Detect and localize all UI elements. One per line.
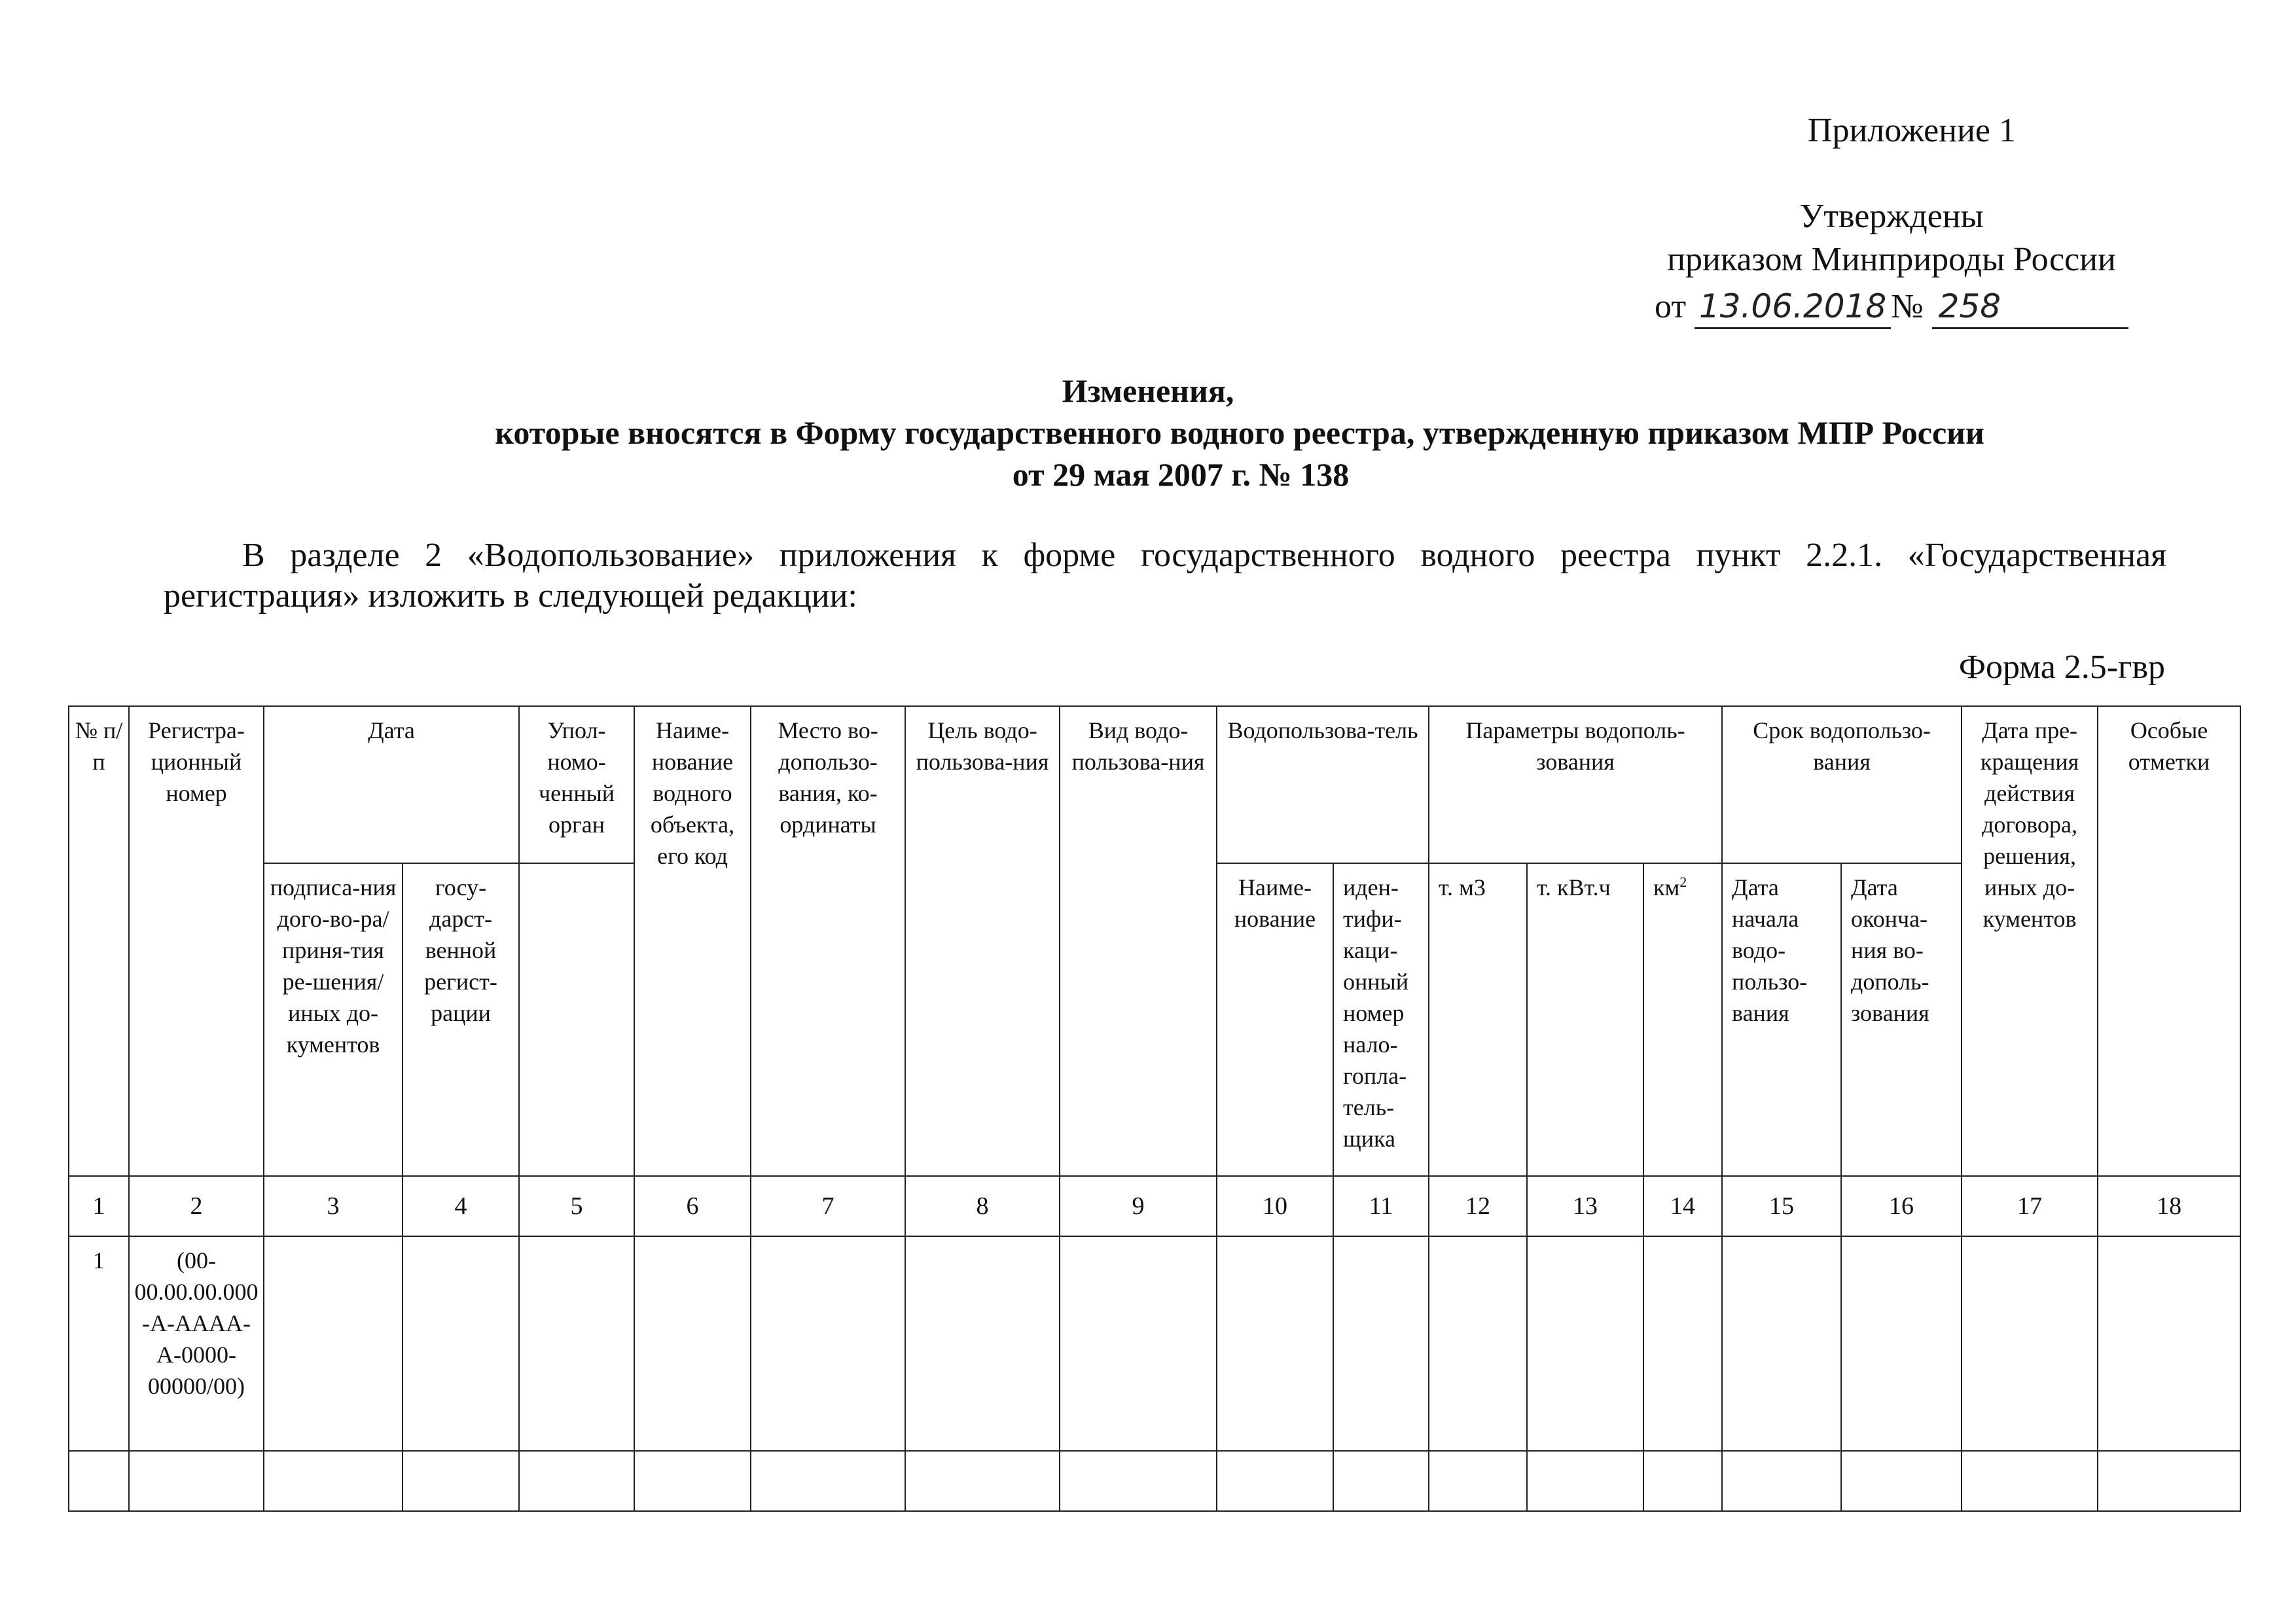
header-type: Вид водо-пользова-ния: [1060, 706, 1217, 1176]
header-term: Срок водопользо-вания: [1722, 706, 1962, 863]
table-cell: [1060, 1236, 1217, 1451]
table-cell: [519, 1236, 634, 1451]
approved-by: приказом Минприроды России: [1667, 241, 2116, 278]
column-number: 12: [1429, 1176, 1527, 1236]
table-cell: [1841, 1236, 1962, 1451]
table-cell: [1962, 1236, 2098, 1451]
table-cell: [751, 1451, 905, 1511]
column-number: 1: [69, 1176, 129, 1236]
registry-table: [68, 705, 2241, 1512]
table-cell: [2098, 1451, 2240, 1511]
column-number: 14: [1643, 1176, 1722, 1236]
table-cell: [2098, 1236, 2240, 1451]
column-number: 2: [129, 1176, 264, 1236]
table-cell: [403, 1451, 519, 1511]
title-line-3: от 29 мая 2007 г. № 138: [1012, 456, 1350, 493]
column-number: 3: [264, 1176, 403, 1236]
approval-block: [1630, 195, 2153, 281]
header-purpose: Цель водо-пользова-ния: [905, 706, 1060, 1176]
table-cell: [1643, 1451, 1722, 1511]
header-authorized-body-blank: [519, 863, 634, 1176]
title-line-1: Изменения,: [1062, 372, 1234, 409]
header-num: № п/п: [69, 706, 129, 1176]
column-number: 13: [1527, 1176, 1643, 1236]
table-cell: [264, 1236, 403, 1451]
header-reg-number: Регистра-ционный номер: [129, 706, 264, 1176]
header-row-1: [69, 706, 2240, 863]
header-term-end: Дата оконча-ния во-дополь-зования: [1841, 863, 1962, 1176]
param-km-text: км: [1653, 874, 1680, 901]
approved-word: Утверждены: [1799, 198, 1984, 235]
body-paragraph-text: В разделе 2 «Водопользование» приложения к форме государственного водного реестра пункт 2.2.1. «Государственная регистрация» изложить в следующей редакции:: [164, 537, 2166, 615]
table-cell: [1429, 1236, 1527, 1451]
table-cell: [1527, 1236, 1643, 1451]
table-cell: [1217, 1236, 1333, 1451]
table-cell: [129, 1451, 264, 1511]
table-cell: [634, 1236, 751, 1451]
table-cell: [264, 1451, 403, 1511]
table-row: [69, 1236, 2240, 1451]
document-title: [0, 370, 2296, 495]
column-number: 16: [1841, 1176, 1962, 1236]
column-number: 11: [1333, 1176, 1429, 1236]
header-authorized-body: Упол-номо-ченный орган: [519, 706, 634, 863]
handwritten-date: 13.06.2018: [1695, 285, 1891, 329]
table-cell: [1333, 1451, 1429, 1511]
handwritten-number: 258: [1932, 285, 2128, 329]
table-row-empty: [69, 1451, 2240, 1511]
header-user-inn: иден-тифи-каци-онный номер нало-гопла-тель-щика: [1333, 863, 1429, 1176]
order-line: [1655, 285, 2128, 329]
column-number: 7: [751, 1176, 905, 1236]
header-term-start: Дата начала водо-пользо-вания: [1722, 863, 1841, 1176]
table-cell: [905, 1236, 1060, 1451]
title-line-2: которые вносятся в Форму государственного водного реестра, утвержденную приказом МПР России: [495, 414, 1984, 451]
header-user: Водопользова-тель: [1217, 706, 1429, 863]
table-cell: [1643, 1236, 1722, 1451]
column-number: 4: [403, 1176, 519, 1236]
row-reg-number: (00-00.00.00.000-А-АААА-А-0000-00000/00): [129, 1236, 264, 1451]
column-number: 17: [1962, 1176, 2098, 1236]
header-object-name: Наиме-нование водного объекта, его код: [634, 706, 751, 1176]
column-number: 10: [1217, 1176, 1333, 1236]
header-notes: Особые отметки: [2098, 706, 2240, 1176]
header-place: Место во-допользо-вания, ко-ординаты: [751, 706, 905, 1176]
header-param-kwh: т. кВт.ч: [1527, 863, 1643, 1176]
header-date-registration: госу-дарст-венной регист-рации: [403, 863, 519, 1176]
table-cell: [1962, 1451, 2098, 1511]
number-prefix: №: [1891, 288, 1924, 325]
header-date-signing: подписа-ния дого-во-ра/приня-тия ре-шения/ иных до-кументов: [264, 863, 403, 1176]
header-termination: Дата пре-кращения действия договора, решения, иных до-кументов: [1962, 706, 2098, 1176]
column-number: 9: [1060, 1176, 1217, 1236]
header-param-m3: т. м3: [1429, 863, 1527, 1176]
param-km-sup: 2: [1679, 874, 1687, 890]
table-cell: [1722, 1236, 1841, 1451]
row-number: 1: [69, 1236, 129, 1451]
table-cell: [1722, 1451, 1841, 1511]
column-number: 8: [905, 1176, 1060, 1236]
table-cell: [905, 1451, 1060, 1511]
table-cell: [751, 1236, 905, 1451]
table-cell: [1217, 1451, 1333, 1511]
table-cell: [1841, 1451, 1962, 1511]
annex-label: Приложение 1: [1807, 112, 2016, 149]
form-label: Форма 2.5-гвр: [1958, 649, 2165, 686]
table-cell: [1060, 1451, 1217, 1511]
column-number: 6: [634, 1176, 751, 1236]
column-number: 18: [2098, 1176, 2240, 1236]
header-date: Дата: [264, 706, 519, 863]
table-cell: [1333, 1236, 1429, 1451]
table-cell: [634, 1451, 751, 1511]
table-cell: [1429, 1451, 1527, 1511]
column-number: 5: [519, 1176, 634, 1236]
header-param-km: [1643, 863, 1722, 1176]
table-cell: [403, 1236, 519, 1451]
table-cell: [519, 1451, 634, 1511]
column-number: 15: [1722, 1176, 1841, 1236]
body-paragraph: [164, 535, 2166, 616]
table-cell: [1527, 1451, 1643, 1511]
column-number-row: [69, 1176, 2240, 1236]
table-cell: [69, 1451, 129, 1511]
header-params: Параметры водополь-зования: [1429, 706, 1722, 863]
header-user-name: Наиме-нование: [1217, 863, 1333, 1176]
date-prefix: от: [1655, 288, 1687, 325]
